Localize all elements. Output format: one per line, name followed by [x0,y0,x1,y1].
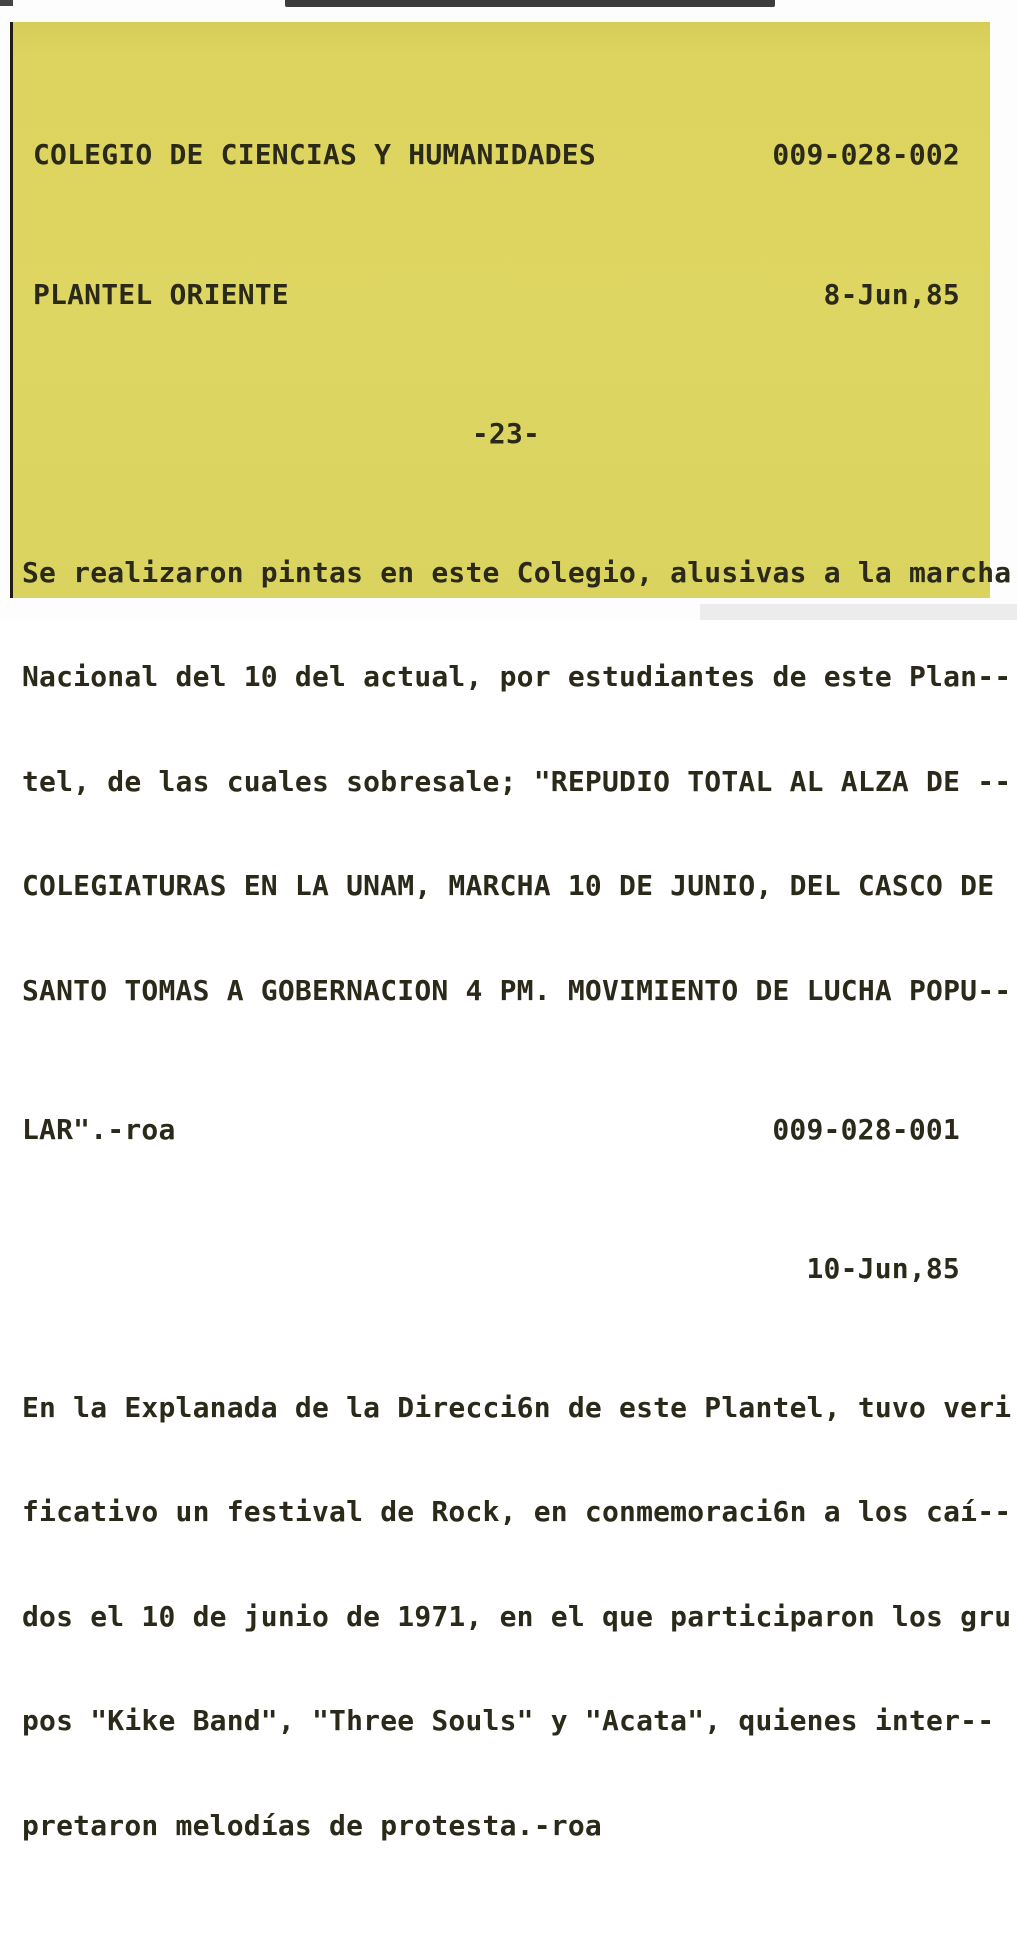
entry2-line: pos "Kike Band", "Three Souls" y "Acata", quienes inter-- [22,1704,995,1738]
page-number: -23- [471,416,541,450]
header-line-2 [33,278,960,313]
document-paper [10,22,1012,1842]
scan-shadow [700,604,1017,620]
reference-number-1: 009-028-002 [772,138,960,172]
reference-number-2: 009-028-001 [772,1112,960,1146]
entry2-line: dos el 10 de junio de 1971, en el que participaron los gru [22,1599,1012,1633]
org-name-line2: PLANTEL ORIENTE [33,277,289,311]
entry1-line: COLEGIATURAS EN LA UNAM, MARCHA 10 DE JUNIO, DEL CASCO DE [22,869,995,903]
scan-edge-mark [0,0,13,6]
scan-artifact-bar [285,0,775,7]
entry1-line: tel, de las cuales sobresale; "REPUDIO TOTAL AL ALZA DE -- [22,764,1012,798]
entry1-closing-text: LAR".-roa [22,1112,176,1146]
entry2-line: ficativo un festival de Rock, en conmemoraci6n a los caí-- [22,1495,1012,1529]
entry2-line: pretaron melodías de protesta.-roa [22,1808,602,1842]
entry1-line: Se realizaron pintas en este Colegio, alusivas a la marcha [22,555,1012,589]
document-date-1: 8-Jun,85 [823,277,960,311]
org-name-line1: COLEGIO DE CIENCIAS Y HUMANIDADES [33,138,596,172]
entry1-closing-line [22,1113,960,1148]
document-date-2: 10-Jun,85 [806,1251,960,1285]
entry1-line: Nacional del 10 del actual, por estudiantes de este Plan-- [22,660,1012,694]
header-line-1 [33,138,960,173]
entry2-line: En la Explanada de la Direcci6n de este Plantel, tuvo veri [22,1391,1012,1425]
entry1-line: SANTO TOMAS A GOBERNACION 4 PM. MOVIMIENTO DE LUCHA POPU-- [22,973,1012,1007]
